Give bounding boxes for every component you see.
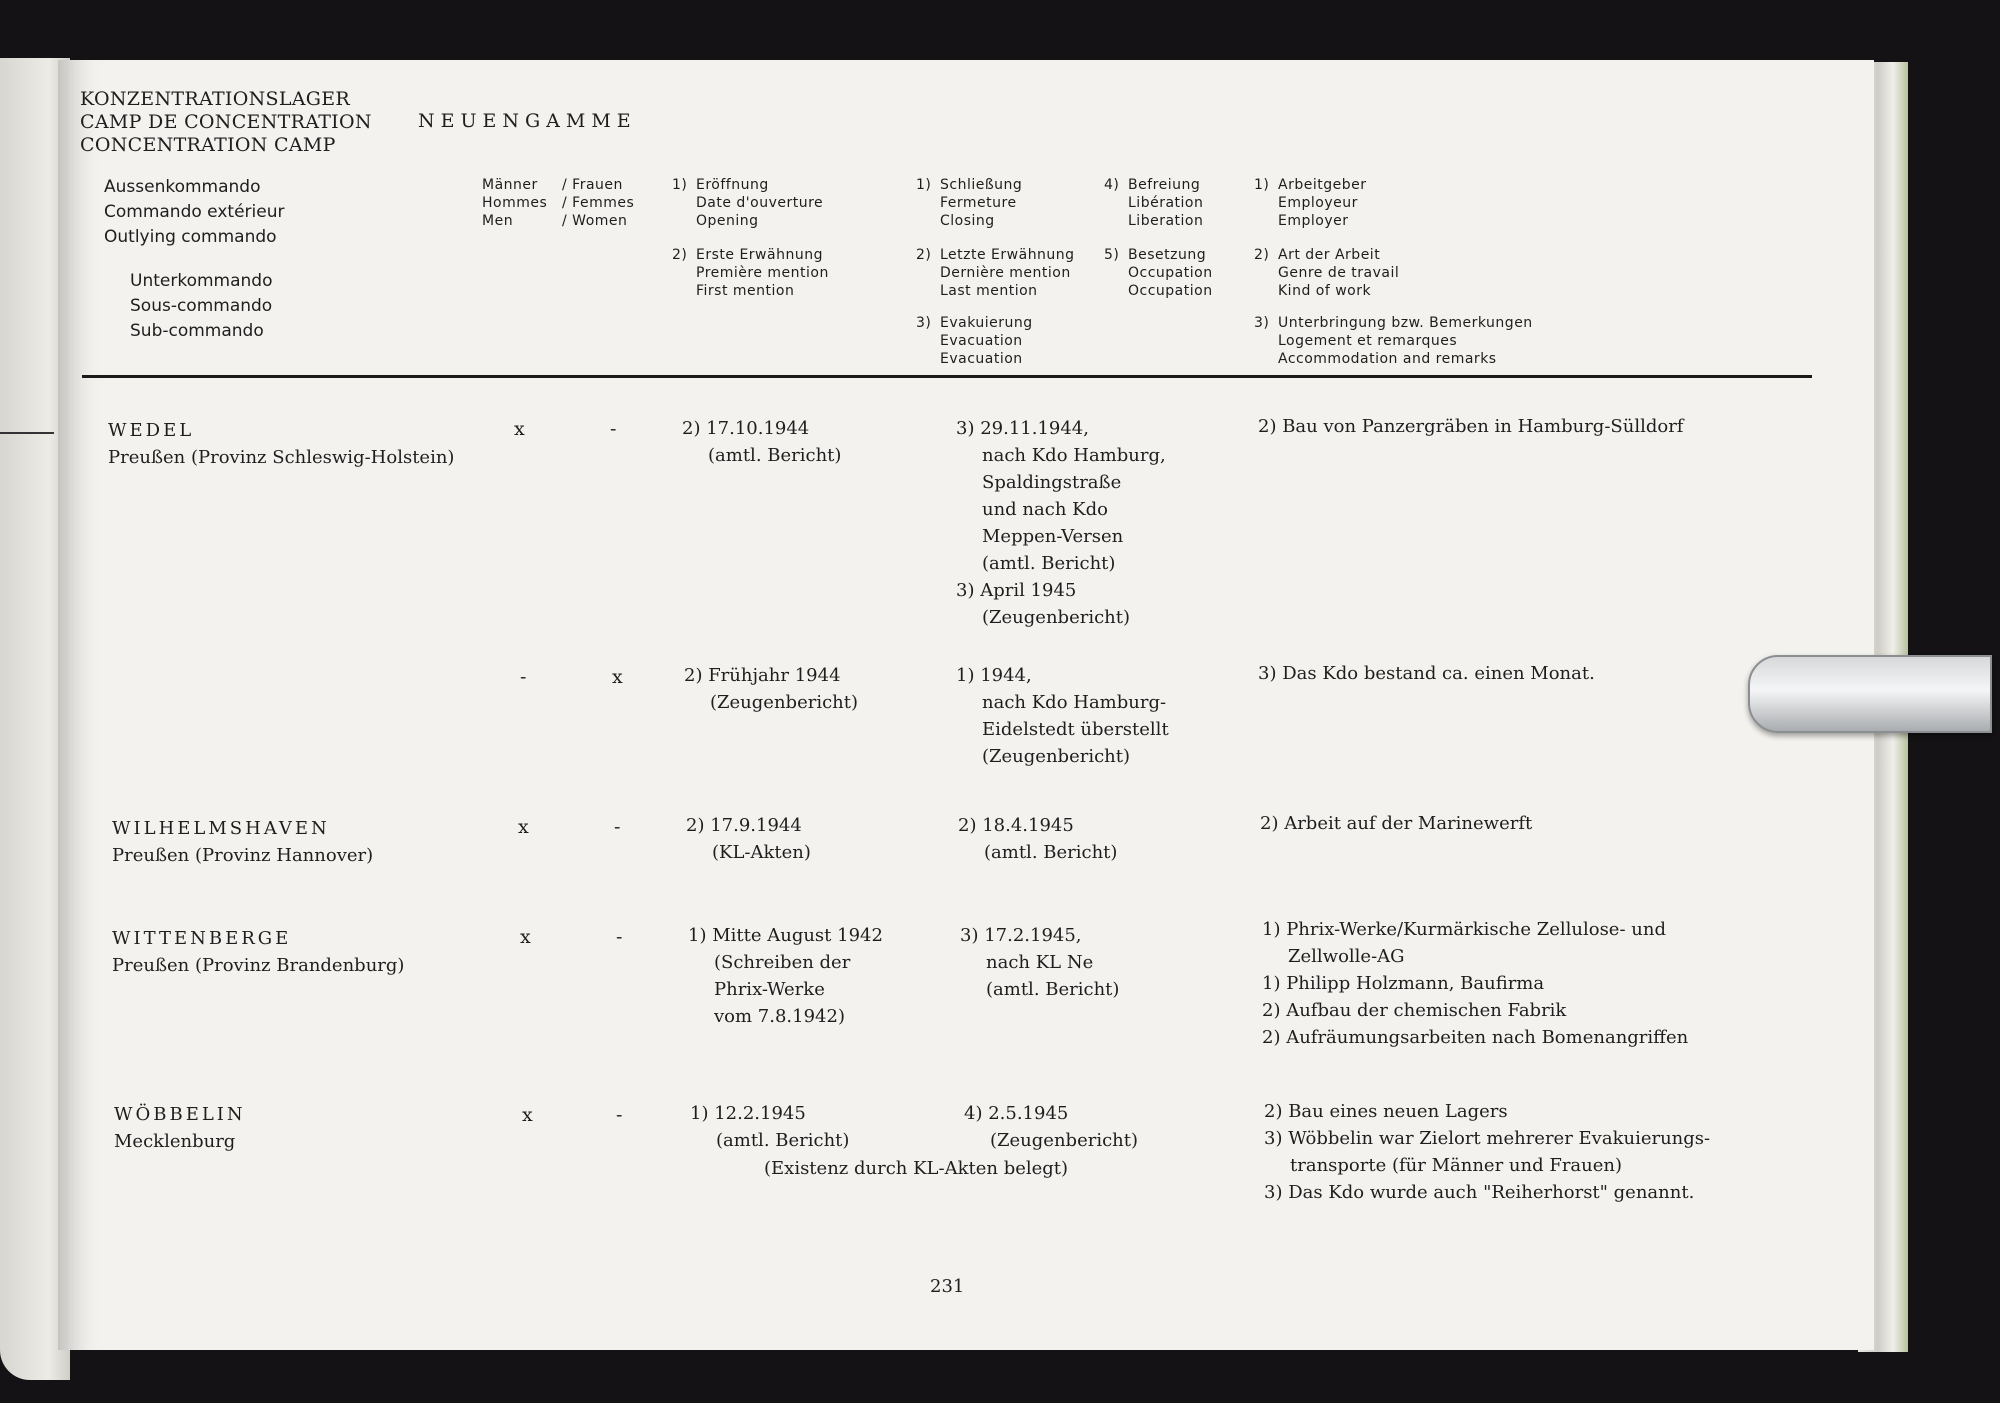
header-rule bbox=[82, 375, 1812, 378]
col2-a1-de: Schließung bbox=[940, 177, 1023, 193]
camp-type-title bbox=[80, 88, 372, 157]
closing-cell bbox=[960, 922, 1119, 1003]
col2-a3-de: Evakuierung bbox=[940, 315, 1033, 331]
cell-line: 1) 1944, bbox=[956, 665, 1032, 686]
opening-cell bbox=[686, 812, 811, 866]
men-mark: - bbox=[520, 666, 527, 688]
col1-a1-en: Opening bbox=[696, 213, 759, 229]
employer-column-header bbox=[1254, 176, 1366, 230]
cell-line: vom 7.8.1942) bbox=[714, 1006, 845, 1027]
last-mention-column-header bbox=[916, 246, 1075, 300]
col4-num3: 3) bbox=[1254, 315, 1270, 331]
cell-line: Eidelstedt überstellt bbox=[982, 719, 1169, 740]
cell-line: 3) 29.11.1944, bbox=[956, 418, 1089, 439]
women-de: / Frauen bbox=[562, 177, 623, 193]
place-name: WILHELMSHAVEN bbox=[112, 818, 330, 839]
col4-a2-fr: Genre de travail bbox=[1278, 265, 1400, 281]
col4-a3-de: Unterbringung bzw. Bemerkungen bbox=[1278, 315, 1533, 331]
opening-cell bbox=[684, 662, 858, 716]
col1-a2-fr: Première mention bbox=[696, 265, 829, 281]
cell-line: Spaldingstraße bbox=[982, 472, 1122, 493]
col4-a3-en: Accommodation and remarks bbox=[1278, 351, 1497, 367]
col4-a2-en: Kind of work bbox=[1278, 283, 1372, 299]
sub-line-en: Sub-commando bbox=[130, 321, 264, 341]
women-en: / Women bbox=[562, 213, 628, 229]
cell-line: (amtl. Bericht) bbox=[984, 842, 1118, 863]
cell-line: (amtl. Bericht) bbox=[716, 1130, 850, 1151]
cell-line: 1) 12.2.1945 bbox=[690, 1103, 806, 1124]
opening-cell bbox=[682, 415, 841, 469]
cell-line: 1) Phrix-Werke/Kurmärkische Zellulose- und bbox=[1262, 919, 1666, 940]
gender-column-header bbox=[482, 176, 634, 230]
title-line-fr: CAMP DE CONCENTRATION bbox=[80, 111, 372, 133]
col4-a3-fr: Logement et remarques bbox=[1278, 333, 1458, 349]
women-mark: - bbox=[614, 816, 621, 838]
region-name: Mecklenburg bbox=[114, 1131, 236, 1152]
col1-num2: 2) bbox=[672, 247, 688, 263]
cell-line: nach Kdo Hamburg- bbox=[982, 692, 1167, 713]
opening-cell bbox=[690, 1100, 849, 1154]
cell-line: 2) 17.9.1944 bbox=[686, 815, 802, 836]
cell-line: und nach Kdo bbox=[982, 499, 1108, 520]
title-line-en: CONCENTRATION CAMP bbox=[80, 134, 336, 156]
cell-line: 2) Aufbau der chemischen Fabrik bbox=[1262, 1000, 1567, 1021]
col2-a2-en: Last mention bbox=[940, 283, 1038, 299]
opening-column-header bbox=[672, 176, 823, 230]
page-clip bbox=[1748, 655, 1992, 733]
title-line-de: KONZENTRATIONSLAGER bbox=[80, 88, 351, 110]
cell-line: 3) Das Kdo wurde auch "Reiherhorst" genannt. bbox=[1264, 1182, 1695, 1203]
cell-line: (amtl. Bericht) bbox=[708, 445, 842, 466]
remarks-cell bbox=[1262, 916, 1688, 1051]
cell-line: 2) Bau von Panzergräben in Hamburg-Sülldorf bbox=[1258, 416, 1684, 437]
col4-num1: 1) bbox=[1254, 177, 1270, 193]
col1-a2-de: Erste Erwähnung bbox=[696, 247, 823, 263]
document-page bbox=[58, 60, 1874, 1350]
cell-line: 3) Das Kdo bestand ca. einen Monat. bbox=[1258, 663, 1595, 684]
closing-cell bbox=[958, 812, 1117, 866]
cell-line: (KL-Akten) bbox=[712, 842, 811, 863]
col3-a1-fr: Libération bbox=[1128, 195, 1204, 211]
first-mention-column-header bbox=[672, 246, 829, 300]
cell-line: nach Kdo Hamburg, bbox=[982, 445, 1166, 466]
remarks-cell bbox=[1258, 660, 1595, 687]
col2-num2: 2) bbox=[916, 247, 932, 263]
cell-line: 2) Aufräumungsarbeiten nach Bomenangriffen bbox=[1262, 1027, 1689, 1048]
closing-cell bbox=[956, 415, 1166, 631]
col1-a1-fr: Date d'ouverture bbox=[696, 195, 824, 211]
cell-line: 2) Bau eines neuen Lagers bbox=[1264, 1101, 1508, 1122]
col4-a1-fr: Employeur bbox=[1278, 195, 1358, 211]
men-de: Männer bbox=[482, 177, 538, 193]
cell-line: 1) Mitte August 1942 bbox=[688, 925, 883, 946]
region-name: Preußen (Provinz Hannover) bbox=[112, 845, 374, 866]
cell-line: (Zeugenbericht) bbox=[710, 692, 859, 713]
col3-a2-en: Occupation bbox=[1128, 283, 1213, 299]
col2-a2-fr: Dernière mention bbox=[940, 265, 1071, 281]
col3-num1: 4) bbox=[1104, 177, 1120, 193]
outlying-line-de: Aussenkommando bbox=[104, 177, 261, 197]
cell-line: (amtl. Bericht) bbox=[982, 553, 1116, 574]
men-mark: x bbox=[522, 1104, 533, 1126]
cell-line: (Zeugenbericht) bbox=[982, 607, 1131, 628]
cell-line: 2) 17.10.1944 bbox=[682, 418, 810, 439]
cell-line: Zellwolle-AG bbox=[1288, 946, 1405, 967]
col2-a1-fr: Fermeture bbox=[940, 195, 1017, 211]
col4-a1-de: Arbeitgeber bbox=[1278, 177, 1367, 193]
col4-num2: 2) bbox=[1254, 247, 1270, 263]
cell-line: transporte (für Männer und Frauen) bbox=[1290, 1155, 1623, 1176]
col2-a3-en: Evacuation bbox=[940, 351, 1023, 367]
cell-line: 3) April 1945 bbox=[956, 580, 1077, 601]
previous-page-rule bbox=[0, 432, 54, 434]
col2-num3: 3) bbox=[916, 315, 932, 331]
remarks-column-header bbox=[1254, 314, 1533, 368]
region-name: Preußen (Provinz Brandenburg) bbox=[112, 955, 405, 976]
col2-a3-fr: Evacuation bbox=[940, 333, 1023, 349]
women-mark: - bbox=[610, 418, 617, 440]
women-fr: / Femmes bbox=[562, 195, 635, 211]
place-name: WITTENBERGE bbox=[112, 928, 292, 949]
remarks-cell bbox=[1264, 1098, 1710, 1206]
cell-line: (amtl. Bericht) bbox=[986, 979, 1120, 1000]
page-number: 231 bbox=[930, 1276, 965, 1297]
place-name: WEDEL bbox=[108, 420, 195, 441]
col3-a2-fr: Occupation bbox=[1128, 265, 1213, 281]
col1-a1-de: Eröffnung bbox=[696, 177, 769, 193]
cell-line: (Zeugenbericht) bbox=[990, 1130, 1139, 1151]
men-mark: x bbox=[518, 816, 529, 838]
sub-line-fr: Sous-commando bbox=[130, 296, 273, 316]
cell-line: 3) Wöbbelin war Zielort mehrerer Evakuierungs- bbox=[1264, 1128, 1711, 1149]
sub-commando-heading bbox=[130, 269, 272, 344]
outlying-line-fr: Commando extérieur bbox=[104, 202, 285, 222]
men-fr: Hommes bbox=[482, 195, 548, 211]
men-en: Men bbox=[482, 213, 514, 229]
cell-line: (Zeugenbericht) bbox=[982, 746, 1131, 767]
cell-line: 2) Arbeit auf der Marinewerft bbox=[1260, 813, 1533, 834]
kind-of-work-column-header bbox=[1254, 246, 1399, 300]
col2-a2-de: Letzte Erwähnung bbox=[940, 247, 1075, 263]
cell-line: (Schreiben der bbox=[714, 952, 851, 973]
cell-line: 2) Frühjahr 1944 bbox=[684, 665, 841, 686]
col1-num1: 1) bbox=[672, 177, 688, 193]
women-mark: - bbox=[616, 926, 623, 948]
cell-line: Phrix-Werke bbox=[714, 979, 825, 1000]
col1-a2-en: First mention bbox=[696, 283, 795, 299]
cell-line: 3) 17.2.1945, bbox=[960, 925, 1082, 946]
men-mark: x bbox=[514, 418, 525, 440]
col2-num1: 1) bbox=[916, 177, 932, 193]
col4-a2-de: Art der Arbeit bbox=[1278, 247, 1381, 263]
closing-cell bbox=[964, 1100, 1138, 1154]
camp-name: NEUENGAMME bbox=[418, 110, 637, 132]
outlying-line-en: Outlying commando bbox=[104, 227, 277, 247]
women-mark: x bbox=[612, 666, 623, 688]
region-name: Preußen (Provinz Schleswig-Holstein) bbox=[108, 447, 455, 468]
liberation-column-header bbox=[1104, 176, 1203, 230]
col3-num2: 5) bbox=[1104, 247, 1120, 263]
cell-line: 1) Philipp Holzmann, Baufirma bbox=[1262, 973, 1545, 994]
women-mark: - bbox=[616, 1104, 623, 1126]
sub-line-de: Unterkommando bbox=[130, 271, 273, 291]
remarks-cell bbox=[1258, 413, 1683, 440]
cell-line: Meppen-Versen bbox=[982, 526, 1124, 547]
existence-note: (Existenz durch KL-Akten belegt) bbox=[764, 1158, 1069, 1179]
col4-a1-en: Employer bbox=[1278, 213, 1349, 229]
col3-a1-de: Befreiung bbox=[1128, 177, 1201, 193]
col3-a2-de: Besetzung bbox=[1128, 247, 1207, 263]
closing-column-header bbox=[916, 176, 1022, 230]
evacuation-column-header bbox=[916, 314, 1033, 368]
cell-line: nach KL Ne bbox=[986, 952, 1094, 973]
place-name: WÖBBELIN bbox=[114, 1104, 246, 1125]
closing-cell bbox=[956, 662, 1169, 770]
outlying-commando-heading bbox=[104, 175, 284, 250]
cell-line: 4) 2.5.1945 bbox=[964, 1103, 1069, 1124]
men-mark: x bbox=[520, 926, 531, 948]
cell-line: 2) 18.4.1945 bbox=[958, 815, 1074, 836]
opening-cell bbox=[688, 922, 883, 1030]
remarks-cell bbox=[1260, 810, 1532, 837]
col3-a1-en: Liberation bbox=[1128, 213, 1204, 229]
col2-a1-en: Closing bbox=[940, 213, 995, 229]
occupation-column-header bbox=[1104, 246, 1213, 300]
